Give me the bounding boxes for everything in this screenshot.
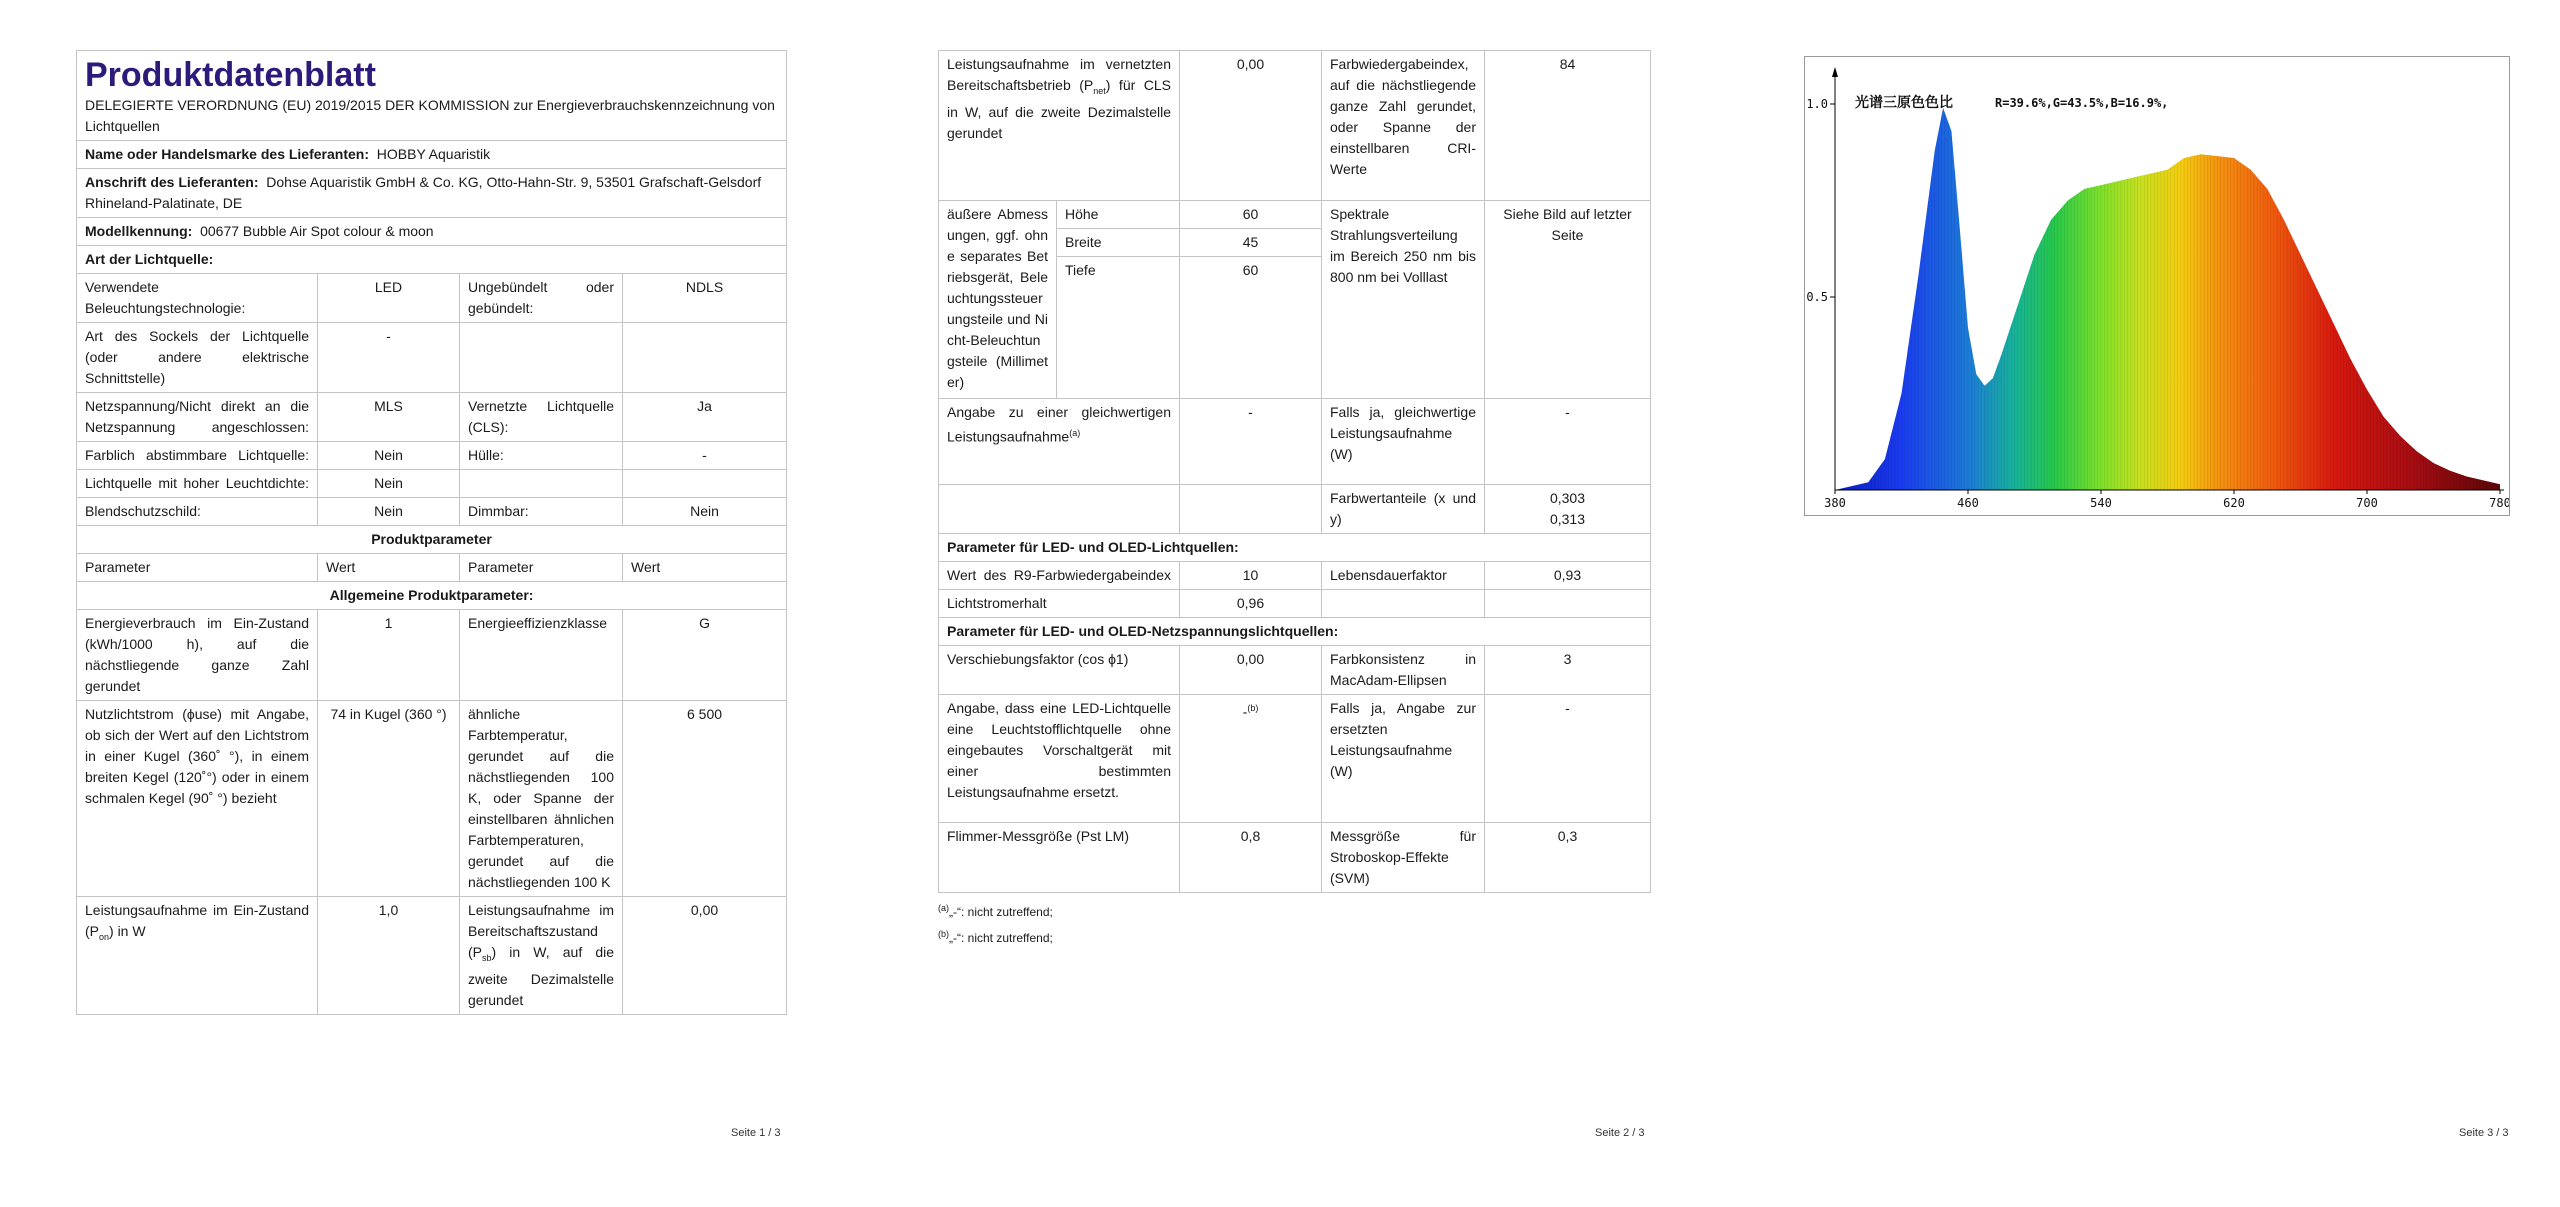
cls-value: Ja [623, 393, 787, 442]
flicker-metric-value: 0,8 [1180, 823, 1322, 893]
page-number: Seite 2 / 3 [1595, 1127, 1645, 1139]
equivalent-power-label: Falls ja, gleichwertige Leistungsaufnahme (W) [1322, 399, 1485, 485]
datasheet-page-1 [76, 50, 786, 1015]
column-header-parameter: Parameter [460, 554, 623, 582]
dimmable-label: Dimmbar: [460, 498, 623, 526]
lumen-maintenance-value: 0,96 [1180, 590, 1322, 618]
height-value: 60 [1180, 201, 1322, 229]
survival-factor-label: Lebensdauerfaktor [1322, 562, 1485, 590]
equivalent-power-claim-value: - [1180, 399, 1322, 485]
stroboscopic-metric-label: Messgröße für Stroboskop-Effekte (SVM) [1322, 823, 1485, 893]
height-label: Höhe [1057, 201, 1180, 229]
cri-label: Farbwiedergabeindex, auf die nächstliegende ganze Zahl gerundet, oder Spanne der einstellbaren CRI-Werte [1322, 51, 1485, 201]
footnotes [938, 897, 1650, 949]
chart-title: 光谱三原色色比 [1855, 95, 1953, 111]
energy-class-label: Energieeffizienzklasse [460, 610, 623, 701]
fluorescent-replacement-label: Angabe, dass eine LED-Lichtquelle eine Leuchtstofflichtquelle ohne eingebautes Vorschaltgerät mit einer bestimmten Leistungsaufnahme ersetzt. [939, 695, 1180, 823]
x-tick-label: 620 [2223, 496, 2245, 510]
supplier-value: HOBBY Aquaristik [376, 146, 491, 162]
replaced-power-value: - [1485, 695, 1651, 823]
survival-factor-value: 0,93 [1485, 562, 1651, 590]
column-header-parameter: Parameter [77, 554, 318, 582]
chromaticity-value: 0,303 0,313 [1485, 485, 1651, 534]
high-luminance-label: Lichtquelle mit hoher Leuchtdichte: [77, 470, 318, 498]
address-label: Anschrift des Lieferanten: [85, 174, 259, 190]
address-value: Dohse Aquaristik GmbH & Co. KG, Otto-Hahn-Str. 9, 53501 Grafschaft-Gelsdorf Rhineland-Palatinate, DE [85, 174, 762, 211]
cap-label: Art des Sockels der Lichtquelle (oder andere elektrische Schnittstelle) [77, 323, 318, 393]
product-sheet-table-2 [938, 50, 1651, 893]
spectral-distribution-label: Spektrale Strahlungsverteilung im Bereich 250 nm bis 800 nm bei Volllast [1322, 201, 1485, 399]
page-title: Produktdatenblatt [85, 56, 376, 94]
equivalent-power-claim-label: Angabe zu einer gleichwertigen Leistungsaufnahme$^{(a)}$ [939, 399, 1180, 485]
flicker-metric-label: Flimmer-Messgröße (Pst LM) [939, 823, 1180, 893]
y-axis-arrow [1832, 67, 1838, 77]
page-number: Seite 3 / 3 [2459, 1127, 2509, 1139]
model-label: Modellkennung: [85, 223, 193, 239]
cap-value: - [318, 323, 460, 393]
x-tick-label: 540 [2090, 496, 2112, 510]
mains-value: MLS [318, 393, 460, 442]
x-tick-label: 700 [2356, 496, 2378, 510]
on-mode-power-label: Leistungsaufnahme im Ein-Zustand $(P_{on})$ in W [77, 897, 318, 1015]
datasheet-page-2 [938, 50, 1650, 949]
useful-flux-label: Nutzlichtstrom (ϕuse) mit Angabe, ob sich der Wert auf den Lichtstrom in einer Kugel (360˚ °), in einem breiten Kegel (120˚°) oder in einem schmalen Kegel (90˚ °) bezieht [77, 701, 318, 897]
spectral-distribution-value: Siehe Bild auf letzter Seite [1485, 201, 1651, 399]
colour-tunable-label: Farblich abstimmbare Lichtquelle: [77, 442, 318, 470]
rgb-ratio-label: R=39.6%,G=43.5%,B=16.9%, [1995, 96, 2169, 110]
fluorescent-replacement-value: -$^{(b)}$ [1180, 695, 1322, 823]
colour-consistency-label: Farbkonsistenz in MacAdam-Ellipsen [1322, 646, 1485, 695]
led-parameters-heading: Parameter für LED- und OLED-Lichtquellen: [939, 534, 1651, 562]
mains-led-parameters-heading: Parameter für LED- und OLED-Netzspannungslichtquellen: [939, 618, 1651, 646]
model-value: 00677 Bubble Air Spot colour & moon [200, 223, 434, 239]
displacement-factor-value: 0,00 [1180, 646, 1322, 695]
r9-value: 10 [1180, 562, 1322, 590]
equivalent-power-value: - [1485, 399, 1651, 485]
light-source-type-heading: Art der Lichtquelle: [77, 246, 787, 274]
focused-value: NDLS [623, 274, 787, 323]
displacement-factor-label: Verschiebungsfaktor (cos ϕ1) [939, 646, 1180, 695]
width-value: 45 [1180, 229, 1322, 257]
standby-power-label: Leistungsaufnahme im Bereitschaftszustand $(P_{sb})$ in W, auf die zweite Dezimalstelle gerundet [460, 897, 623, 1015]
product-sheet-table-1 [76, 50, 787, 1015]
x-tick-label: 460 [1957, 496, 1979, 510]
networked-standby-label: Leistungsaufnahme im vernetzten Bereitschaftsbetrieb $(P_{net})$ für CLS in W, auf die zweite Dezimalstelle gerundet [939, 51, 1180, 201]
column-header-value: Wert [623, 554, 787, 582]
x-tick-label: 380 [1824, 496, 1846, 510]
energy-consumption-value: 1 [318, 610, 460, 701]
y-tick-label: 0.5 [1806, 290, 1828, 304]
focused-label: Ungebündelt oder gebündelt: [460, 274, 623, 323]
mains-label: Netzspannung/Nicht direkt an die Netzspannung angeschlossen: [77, 393, 318, 442]
chromaticity-label: Farbwertanteile (x und y) [1322, 485, 1485, 534]
networked-standby-value: 0,00 [1180, 51, 1322, 201]
colour-tunable-value: Nein [318, 442, 460, 470]
width-label: Breite [1057, 229, 1180, 257]
energy-class-value: G [623, 610, 787, 701]
cls-label: Vernetzte Lichtquelle (CLS): [460, 393, 623, 442]
high-luminance-value: Nein [318, 470, 460, 498]
replaced-power-label: Falls ja, Angabe zur ersetzten Leistungsaufnahme (W) [1322, 695, 1485, 823]
supplier-label: Name oder Handelsmarke des Lieferanten: [85, 146, 369, 162]
spectrum-chart [1805, 57, 2509, 515]
colour-consistency-value: 3 [1485, 646, 1651, 695]
general-parameters-heading: Allgemeine Produktparameter: [77, 582, 787, 610]
column-header-value: Wert [318, 554, 460, 582]
stroboscopic-metric-value: 0,3 [1485, 823, 1651, 893]
technology-label: Verwendete Beleuchtungstechnologie: [77, 274, 318, 323]
glare-shield-label: Blendschutzschild: [77, 498, 318, 526]
footnote-b: $^{(b)}$„-“: nicht zutreffend; [938, 929, 1053, 945]
cri-value: 84 [1485, 51, 1651, 201]
useful-flux-value: 74 in Kugel (360 °) [318, 701, 460, 897]
technology-value: LED [318, 274, 460, 323]
standby-power-value: 0,00 [623, 897, 787, 1015]
lumen-maintenance-label: Lichtstromerhalt [939, 590, 1180, 618]
envelope-value: - [623, 442, 787, 470]
energy-consumption-label: Energieverbrauch im Ein-Zustand (kWh/1000 h), auf die nächstliegende ganze Zahl gerundet [77, 610, 318, 701]
y-tick-label: 1.0 [1806, 97, 1828, 111]
dimensions-label: äußere Abmessungen, ggf. ohne separates Betriebsgerät, Beleuchtungssteuerungsteile und Nicht-Beleuchtungsteile (Millimeter) [939, 201, 1057, 399]
dimmable-value: Nein [623, 498, 787, 526]
cct-value: 6 500 [623, 701, 787, 897]
r9-label: Wert des R9-Farbwiedergabeindex [939, 562, 1180, 590]
on-mode-power-value: 1,0 [318, 897, 460, 1015]
product-parameters-heading: Produktparameter [77, 526, 787, 554]
footnote-a: $^{(a)}$„-“: nicht zutreffend; [938, 903, 1053, 919]
depth-label: Tiefe [1057, 257, 1180, 399]
depth-value: 60 [1180, 257, 1322, 399]
glare-shield-value: Nein [318, 498, 460, 526]
page-number: Seite 1 / 3 [731, 1127, 781, 1139]
regulation-text: DELEGIERTE VERORDNUNG (EU) 2019/2015 DER KOMMISSION zur Energieverbrauchskennzeichnung von Lichtquellen [85, 97, 775, 134]
cct-label: ähnliche Farbtemperatur, gerundet auf die nächstliegenden 100 K, oder Spanne der einstellbaren ähnlichen Farbtemperaturen, gerundet auf die nächstliegenden 100 K [460, 701, 623, 897]
spectrum-chart-frame [1804, 56, 2510, 516]
envelope-label: Hülle: [460, 442, 623, 470]
x-tick-label: 780 [2489, 496, 2509, 510]
